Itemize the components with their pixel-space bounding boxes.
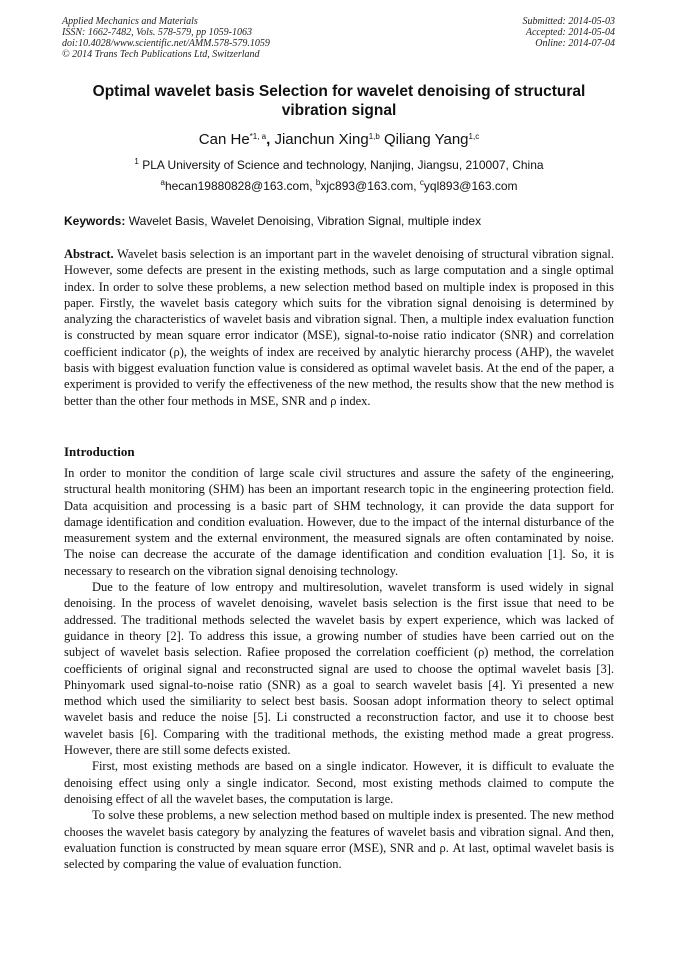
author-list (64, 130, 614, 150)
paragraph: In order to monitor the condition of large scale civil structures and assure the safety of the engineering, structural health monitoring (SHM) has been an important research topic in the engineering protection field. Data acquisition and processing is a basic part of SHM technology, it can provide the data support for damage identification and condition evaluation. However, due to the impact of the internal disturbance of the measurement system and the external environment, the measured signals are often contaminated by noise. The noise can decrease the accurate of the damage identification and condition evaluation [1]. So, it is necessary to research on the vibration signal denoising technology. (64, 466, 614, 578)
author-sup: 1,c (468, 132, 480, 141)
journal-info (62, 16, 270, 60)
abstract (64, 246, 614, 409)
dates-info (523, 16, 616, 49)
abstract-label: Abstract. (64, 247, 114, 261)
email-c[interactable]: yql893@163.com (423, 179, 518, 193)
paragraph: To solve these problems, a new selection method based on multiple index is presented. The new method chooses the wavelet basis category by analyzing the features of wavelet basis and vibration signal. And then, evaluation function is constructed by mean square error (MSE), SNR and ρ. At last, optimal wavelet basis is selected by comparing the value of evaluation function. (64, 808, 614, 872)
author-sup: *1, a (249, 132, 267, 141)
email-a[interactable]: hecan19880828@163.com, (164, 179, 316, 193)
keywords-text: Wavelet Basis, Wavelet Denoising, Vibration Signal, multiple index (128, 214, 482, 228)
author-name: Can He (198, 131, 250, 148)
email-sup: c (419, 178, 424, 187)
affiliation-text: PLA University of Science and technology, Nanjing, Jiangsu, 210007, China (142, 158, 544, 172)
author-separator: , (266, 131, 271, 148)
author-name: Qiliang Yang (384, 131, 469, 148)
affiliation-sup: 1 (134, 157, 139, 166)
author-sup: 1,b (368, 132, 380, 141)
abstract-text: Wavelet basis selection is an important part in the wavelet denoising of structural vibration signal. However, some defects are present in the existing methods, such as large computation and a single optimal index. In order to solve these problems, a new selection method based on multiple index is proposed in this paper. Firstly, the wavelet basis category which suits for the vibration signal denoising is determined by analyzing the characteristics of wavelet basis and vibration signal. Then, a multiple index evaluation function is constructed by mean square error indicator (MSE), signal-to-noise ratio indicator (SNR) and correlation coefficient indicator (ρ), the weights of index are received by analytic hierarchy process (AHP), the wavelet basis with biggest evaluation function value is considered as optimal wavelet basis. At the end of the paper, a experiment is provided to verify the effectiveness of the new method, the results show that the new method is better than the other four methods in MSE, SNR and ρ index. (64, 247, 614, 408)
email-b[interactable]: xjc893@163.com, (320, 179, 420, 193)
accepted-date: Accepted: 2014-05-04 (525, 27, 615, 38)
journal-name: Applied Mechanics and Materials (62, 16, 198, 27)
online-date: Online: 2014-07-04 (535, 38, 615, 49)
paragraph: First, most existing methods are based on a single indicator. However, it is difficult to evaluate the denoising effect using only a single indicator. Second, most existing methods claimed to compute the denoising effect of all the wavelet bases, the computation is large. (64, 759, 614, 806)
doi-line: doi:10.4028/www.scientific.net/AMM.578-579.1059 (62, 38, 270, 49)
author-emails (64, 178, 614, 194)
submitted-date: Submitted: 2014-05-03 (522, 16, 615, 27)
paper-title: Optimal wavelet basis Selection for wavelet denoising of structural vibration signal (92, 83, 586, 119)
affiliation (64, 157, 614, 173)
author-name: Jianchun Xing (274, 131, 369, 148)
issn-line: ISSN: 1662-7482, Vols. 578-579, pp 1059-1063 (62, 27, 252, 38)
section-heading: Introduction (64, 444, 135, 459)
introduction-body (64, 465, 614, 872)
paragraph: Due to the feature of low entropy and multiresolution, wavelet transform is used widely in signal denoising. In the process of wavelet denoising, wavelet basis selection is the first issue that need to be addressed. The traditional methods selected the wavelet basis by expert experience, which was lacked of guidance in theory [2]. To address this issue, a growing number of studies have been carried out on the subject of wavelet basis selection. Rafiee proposed the correlation coefficient (ρ) method, the correlation coefficients of original signal and reconstructed signal are used to choose the optimal wavelet basis [3]. Phinyomark used signal-to-noise ratio (SNR) as a goal to search wavelet basis [4]. Yi presented a new method which used the similiarity to select best basis. Soosan adopt information theory to select optimal wavelet basis and reduce the noise [5]. Li constructed a reconstruction factor, and use it to choose best wavelet basis [6]. Comparing with the traditional methods, the existing method made a great progress. However, there are still some defects existed. (64, 580, 614, 758)
email-sup: a (160, 178, 165, 187)
keywords (64, 213, 614, 229)
email-sup: b (315, 178, 321, 187)
keywords-label: Keywords: (64, 214, 126, 228)
copyright-line: © 2014 Trans Tech Publications Ltd, Switzerland (62, 49, 260, 60)
